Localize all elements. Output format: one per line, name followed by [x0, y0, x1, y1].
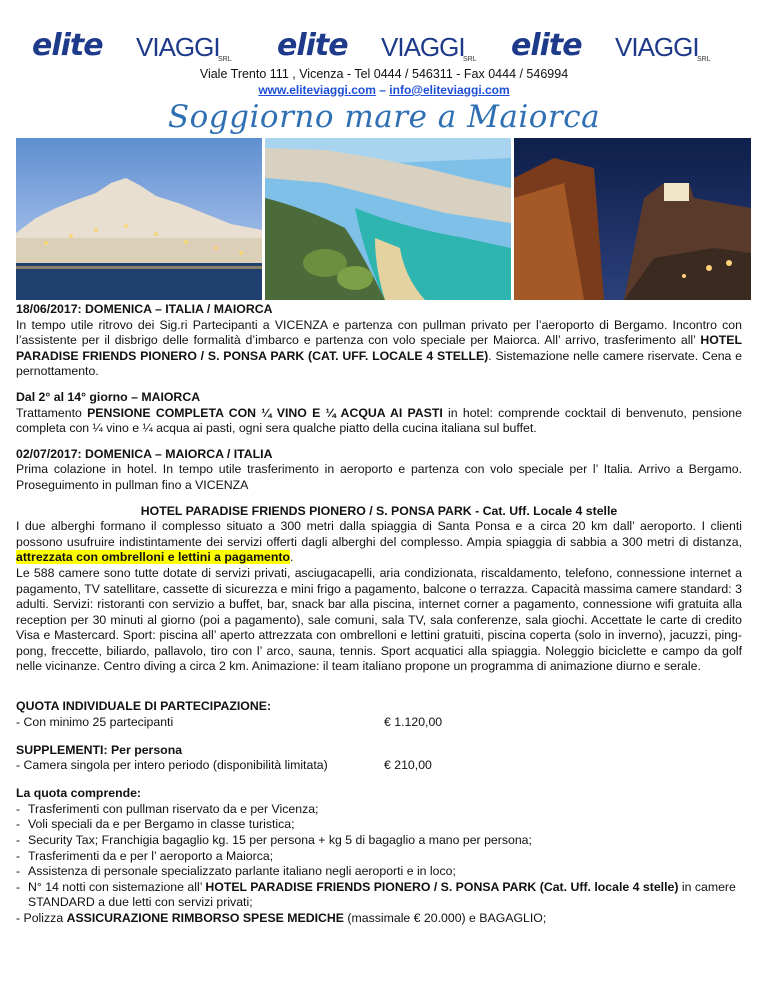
hotel-heading: HOTEL PARADISE FRIENDS PIONERO / S. PONSA PARK - Cat. Uff. Locale 4 stelle	[140, 503, 618, 518]
quota-heading: QUOTA INDIVIDUALE DI PARTECIPAZIONE:	[16, 699, 272, 714]
item7-insurance: ASSICURAZIONE RIMBORSO SPESE MEDICHE	[66, 911, 344, 925]
supplementi-row	[16, 758, 742, 774]
last-day-heading: 02/07/2017: DOMENICA – MAIORCA / ITALIA	[16, 446, 273, 461]
old-town-night-photo	[514, 138, 751, 300]
quota-amount: € 1.120,00	[384, 714, 443, 729]
list-item	[16, 880, 742, 911]
item6-text-b: in camere STANDARD a due letti con servizi privati;	[28, 879, 736, 910]
days2-14-heading: Dal 2° al 14° giorno – MAIORCA	[16, 389, 201, 404]
logo-row	[0, 26, 768, 68]
item6-text-a: N° 14 notti con sistemazione all’	[28, 879, 206, 894]
list-item: - Voli speciali da e per Bergamo in classe turistica;	[16, 817, 742, 833]
hotel-text-a: I due alberghi formano il complesso situato a 300 metri dalla spiaggia di Santa Ponsa e a circa 20 km dall’ aeroporto. I clienti possono usufruire indistintamente dei servizi offerti dagli alberghi del complesso. Ampia spiaggia di sabbia a 300 metri di distanza,	[16, 519, 742, 549]
list-item: - Security Tax; Franchigia bagaglio kg. 15 per persona + kg 5 di bagaglio a mano per persona;	[16, 833, 742, 849]
logo-word: VIAGGI	[381, 32, 465, 62]
beach-bay-photo	[265, 138, 511, 300]
agency-address: Viale Trento 111 , Vicenza - Tel 0444 / 546311 - Fax 0444 / 546994	[199, 67, 569, 81]
item7-text-b: (massimale € 20.000) e BAGAGLIO;	[343, 911, 547, 925]
days2-14-board: PENSIONE COMPLETA CON ¼ VINO E ¼ ACQUA AI PASTI	[87, 405, 443, 420]
website-link[interactable]: www.eliteviaggi.com	[258, 83, 376, 97]
harbor-town-photo	[16, 138, 262, 300]
days2-14-text-b: in hotel: comprende cocktail di benvenuto, pensione completa con ¼ vino e ¼ acqua ai pasti, ogni sera qualche piatto della cucina italiana sul buffet.	[16, 405, 742, 436]
logo-srl: SRL	[463, 56, 477, 63]
includes-heading: La quota comprende:	[16, 786, 142, 801]
insurance-item	[16, 911, 742, 927]
hotel-text-b: .	[290, 550, 294, 565]
day1-text	[16, 318, 742, 380]
day1-hotel-name: HOTEL PARADISE FRIENDS PIONERO / S. PONSA PARK (CAT. UFF. LOCALE 4 STELLE)	[16, 333, 742, 363]
supplementi-amount: € 210,00	[384, 758, 432, 773]
elite-viaggi-logo	[32, 26, 242, 66]
itinerary-content	[16, 302, 742, 927]
days2-14-text	[16, 406, 742, 437]
last-day-text: Prima colazione in hotel. In tempo utile trasferimento in aeroporto e partenza con volo speciale per l’ Italia. Arrivo a Bergamo. Proseguimento in pullman fino a VICENZA	[16, 462, 742, 492]
day1-text-a: In tempo utile ritrovo dei Sig.ri Partecipanti a VICENZA e partenza con pullman privato per l’aeroporto di Bergamo. Incontro con l’assistente per il disbrigo delle formalità d’imbarco e partenza con volo speciale per Maiorca. All’ arrivo, trasferimento all’	[16, 317, 742, 348]
logo-mark: elite	[277, 28, 348, 63]
contact-links	[0, 83, 768, 97]
day1-heading: 18/06/2017: DOMENICA – ITALIA / MAIORCA	[16, 302, 273, 316]
includes-list	[16, 802, 742, 911]
elite-viaggi-logo	[277, 26, 487, 66]
hotel-beach-highlight: attrezzata con ombrelloni e lettini a pagamento	[16, 550, 290, 565]
page-title: Soggiorno mare a Maiorca	[167, 99, 601, 135]
hotel-text	[16, 519, 742, 566]
logo-srl: SRL	[218, 56, 232, 63]
photo-strip	[16, 138, 751, 300]
list-item: - Trasferimenti da e per l’ aeroporto a Maiorca;	[16, 849, 742, 865]
email-link[interactable]: info@eliteviaggi.com	[389, 83, 510, 97]
supplementi-heading: SUPPLEMENTI: Per persona	[16, 742, 183, 757]
logo-mark: elite	[32, 28, 103, 63]
days2-14-text-a: Trattamento	[16, 405, 88, 420]
list-item: - Assistenza di personale specializzato parlante italiano negli aeroporti e in loco;	[16, 864, 742, 880]
logo-word: VIAGGI	[615, 32, 699, 62]
link-separator: –	[379, 83, 386, 97]
hotel-description: Le 588 camere sono tutte dotate di servizi privati, asciugacapelli, aria condizionata, riscaldamento, telefono, connessione internet a pagamento, TV satellitare, cassette di sicurezza e mini frigo a pagamento, balcone o terrazza. Capacità massima camere standard: 3 adulti. Servizi: ristoranti con servizio a buffet, bar, snack bar alla piscina, internet corner a pagamento, connessione wifi gratuita alla reception per 30 minuti al giorno (poi a pagamento), sale comuni, sala TV, sala conferenze, sala giochi. Accettate le carte di credito Visa e Mastercard. Sport: piscina all’ aperto attrezzata con ombrelloni e lettini gratuiti, piscina coperta (solo in inverno), jacuzzi, ping-pong, freccette, biliardo, pallavolo, tiro con l’ arco, sauna, tennis. Sport acquatici alla spiaggia. Noleggio biciclette e campo da golf nelle vicinanze. Centro diving a circa 2 km. Animazione: il team italiano propone un programma di animazione diurno e serale.	[16, 565, 742, 674]
day1-text-b: . Sistemazione nelle camere riservate. Cena e pernottamento.	[16, 348, 742, 379]
logo-word: VIAGGI	[136, 32, 220, 62]
item6-hotel-name: HOTEL PARADISE FRIENDS PIONERO / S. PONSA PARK (Cat. Uff. locale 4 stelle)	[205, 879, 679, 894]
supplementi-label: - Camera singola per intero periodo (disponibilità limitata)	[16, 758, 328, 773]
quota-label: - Con minimo 25 partecipanti	[16, 714, 174, 729]
logo-mark: elite	[511, 28, 582, 63]
list-item: - Trasferimenti con pullman riservato da e per Vicenza;	[16, 802, 742, 818]
item7-text-a: - Polizza	[16, 911, 67, 925]
logo-srl: SRL	[697, 56, 711, 63]
quota-row	[16, 715, 742, 731]
elite-viaggi-logo	[511, 26, 721, 66]
